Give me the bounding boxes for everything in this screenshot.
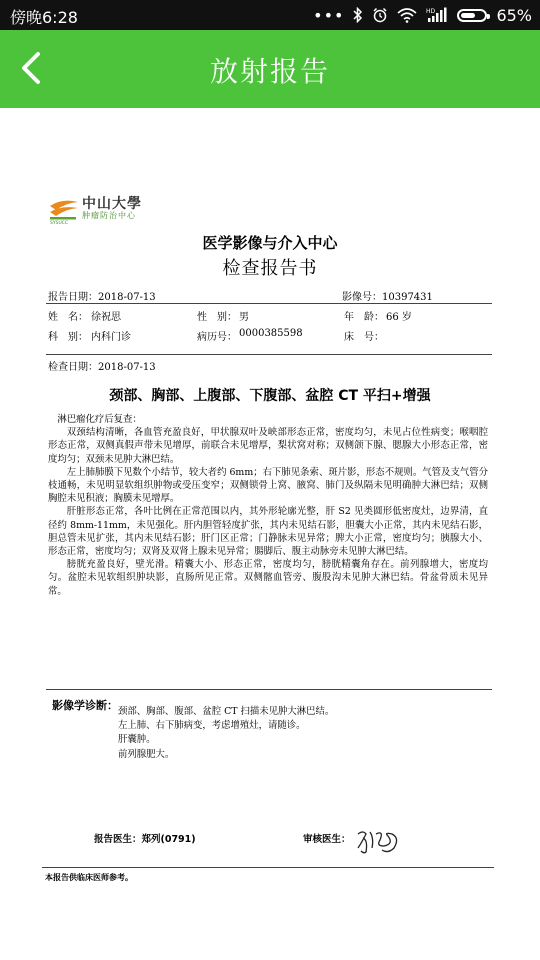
bluetooth-icon (353, 7, 363, 23)
patient-sex: 男 (239, 312, 249, 323)
hd-signal-icon (426, 7, 448, 23)
report-title: 检查报告书 (222, 258, 318, 279)
patient-name: 徐祝思 (91, 312, 121, 323)
diagnosis-list (118, 705, 334, 762)
hospital-logo (48, 192, 158, 232)
logo-subtitle: 肿瘤防治中心 (82, 211, 136, 220)
exam-title: 颈部、胸部、上腹部、下腹部、盆腔 CT 平扫+增强 (109, 388, 431, 404)
logo-mark-icon (48, 196, 80, 224)
department: 内科门诊 (91, 332, 131, 343)
diagnosis-item: 肝囊肿。 (118, 734, 156, 746)
org-name: 医学影像与介入中心 (202, 234, 338, 252)
patient-name-label: 姓 名： (48, 312, 88, 323)
report-note: 本报告供临床医师参考。 (45, 873, 133, 882)
findings-paragraph: 双颈结构清晰，各血管充盈良好，甲状腺双叶及峡部形态正常，密度均匀，未见占位性病变；喉咽腔形态正常，双侧真假声带未见增厚，前联合未见增厚，梨状窝对称；双侧颌下腺、腮腺大小形态正常，密度均匀；双颈未见肿大淋巴结。 (48, 427, 488, 465)
status-bar (0, 0, 540, 30)
diagnosis-item: 前列腺肥大。 (118, 748, 175, 760)
divider-mid (46, 354, 492, 355)
status-icons (313, 4, 532, 26)
exam-date: 检查日期：2018-07-13 (48, 362, 156, 373)
patient-age: 66 岁 (386, 312, 412, 323)
page-title: 放射报告 (209, 55, 330, 88)
divider-diagnosis (46, 689, 492, 690)
report-date: 报告日期：2018-07-13 (48, 292, 156, 303)
review-doctor-label: 审核医生： (303, 834, 351, 845)
sex-label: 性 别： (197, 312, 237, 323)
status-time: 傍晚6:28 (10, 8, 78, 27)
dept-label: 科 别： (48, 332, 88, 343)
svg-text:HD: HD (426, 8, 436, 15)
battery-percent: 65% (496, 5, 532, 25)
image-number: 影像号：10397431 (342, 292, 433, 303)
alarm-icon (372, 7, 388, 23)
age-label: 年 龄： (344, 312, 384, 323)
dots-icon: ••• (313, 5, 345, 25)
diagnosis-label: 影像学诊断： (52, 699, 118, 712)
record-number: 0000385598 (239, 328, 303, 339)
report-doctor: 报告医生：郑列(0791) (94, 834, 196, 845)
diagnosis-item: 颈部、胸部、腹部、盆腔 CT 扫描未见肿大淋巴结。 (118, 706, 335, 717)
battery-icon (457, 9, 487, 22)
bed-label: 床 号： (344, 332, 384, 343)
findings-intro: 淋巴瘤化疗后复查： (57, 414, 142, 425)
divider-top (46, 303, 492, 304)
logo-name: 中山大學 (82, 196, 142, 212)
findings-paragraph: 膀胱充盈良好，壁光滑。精囊大小、形态正常，密度均匀，膀胱精囊角存在。前列腺增大，密度均匀。盆腔未见软组织肿块影，直肠所见正常。双侧髂血管旁、腹股沟未见肿大淋巴结。骨盆骨质未见异常。 (48, 559, 488, 597)
findings-paragraph: 肝脏形态正常，各叶比例在正常范围以内，其外形轮廓光整，肝 S2 见类圆形低密度灶，边界清，直径约 8mm-11mm，未见强化。肝内胆管轻度扩张，其内未见结石影，胆囊大小正常，其内未见结石影，胆总管未见扩张，其内未见结石影；肝门区正常；门静脉未见异常；脾大小正常，密度均匀；胰腺大小、形态正常，密度均匀；双肾及双肾上腺未见异常；腸脚后、腹主动脉旁未见肿大淋巴结。 (48, 506, 488, 558)
divider-bottom (42, 867, 494, 868)
report-document (0, 108, 540, 960)
diagnosis-item: 左上肺、右下肺病变，考虑增殖灶，请随诊。 (118, 720, 306, 732)
findings-paragraph: 左上肺肺膜下见数个小结节，较大者约 6mm；右下肺见条索、斑片影，形态不规则。气管及支气管分枝通畅，未见明显软组织肿物或受压变窄；双侧锁骨上窝、腋窝、肺门及纵隔未见明确肿大淋巴结；双侧胸腔未见积液；胸膜未见增厚。 (48, 466, 488, 505)
title-bar (0, 30, 540, 108)
svg-text:SYSUCC: SYSUCC (50, 221, 69, 224)
signature-image (354, 824, 406, 858)
wifi-icon (397, 7, 417, 23)
record-label: 病历号： (197, 332, 237, 343)
findings-section (48, 413, 488, 598)
